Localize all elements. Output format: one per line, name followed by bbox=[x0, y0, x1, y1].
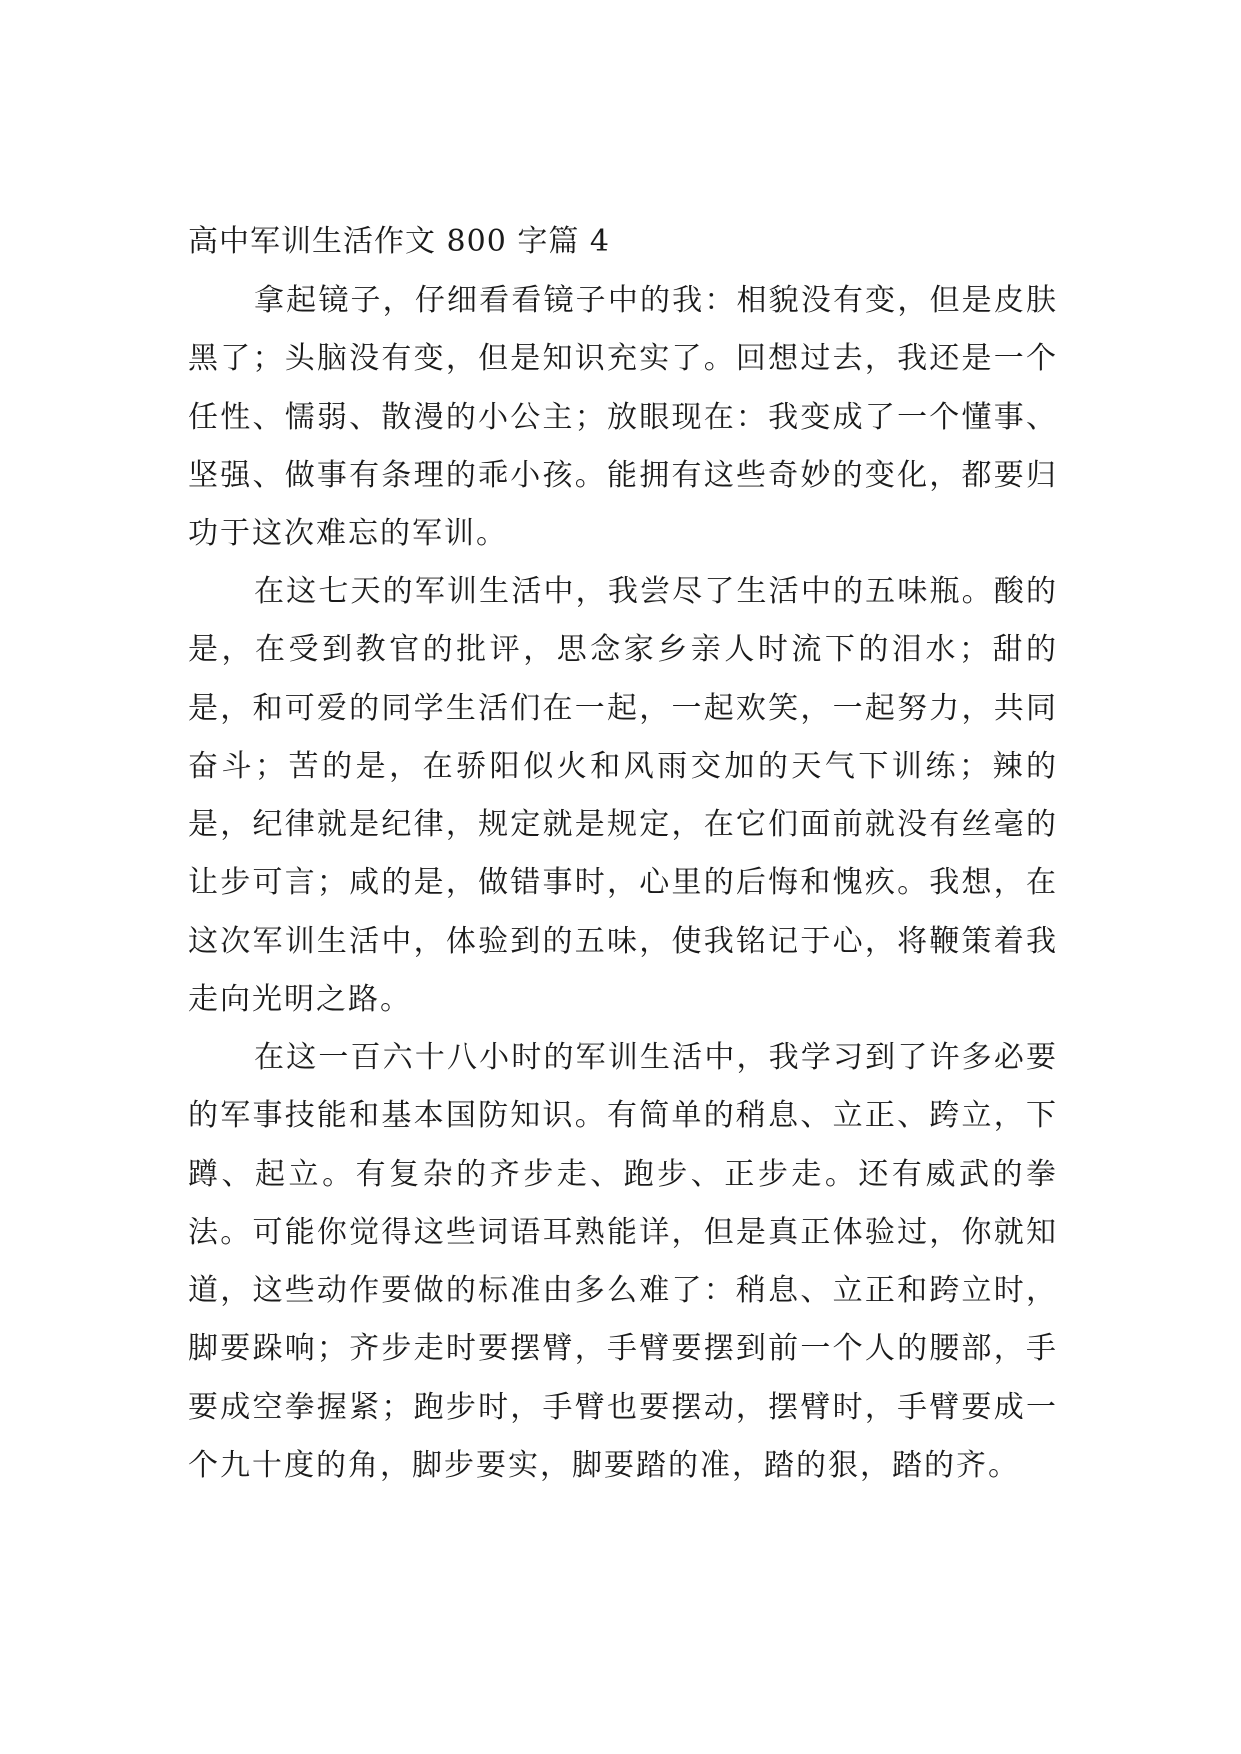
paragraph-3: 在这一百六十八小时的军训生活中，我学习到了许多必要的军事技能和基本国防知识。有简单的稍息、立正、跨立，下蹲、起立。有复杂的齐步走、跑步、正步走。还有威武的拳法。可能你觉得这些词语耳熟能详，但是真正体验过，你就知道，这些动作要做的标准由多么难了：稍息、立正和跨立时，脚要跺响；齐步走时要摆臂，手臂要摆到前一个人的腰部，手要成空拳握紧；跑步时，手臂也要摆动，摆臂时，手臂要成一个九十度的角，脚步要实，脚要踏的准，踏的狠，踏的齐。 bbox=[188, 1040, 1058, 1484]
document-title: 高中军训生活作文 800 字篇 4 bbox=[188, 224, 610, 259]
paragraph-1: 拿起镜子，仔细看看镜子中的我：相貌没有变，但是皮肤黑了；头脑没有变，但是知识充实了。回想过去，我还是一个任性、懦弱、散漫的小公主；放眼现在：我变成了一个懂事、坚强、做事有条理的乖小孩。能拥有这些奇妙的变化，都要归功于这次难忘的军训。 bbox=[188, 283, 1058, 552]
paragraph-2: 在这七天的军训生活中，我尝尽了生活中的五味瓶。酸的是，在受到教官的批评，思念家乡亲人时流下的泪水；甜的是，和可爱的同学生活们在一起，一起欢笑，一起努力，共同奋斗；苦的是，在骄阳似火和风雨交加的天气下训练；辣的是，纪律就是纪律，规定就是规定，在它们面前就没有丝毫的让步可言；咸的是，做错事时，心里的后悔和愧疚。我想，在这次军训生活中，体验到的五味，使我铭记于心，将鞭策着我走向光明之路。 bbox=[188, 574, 1058, 1018]
